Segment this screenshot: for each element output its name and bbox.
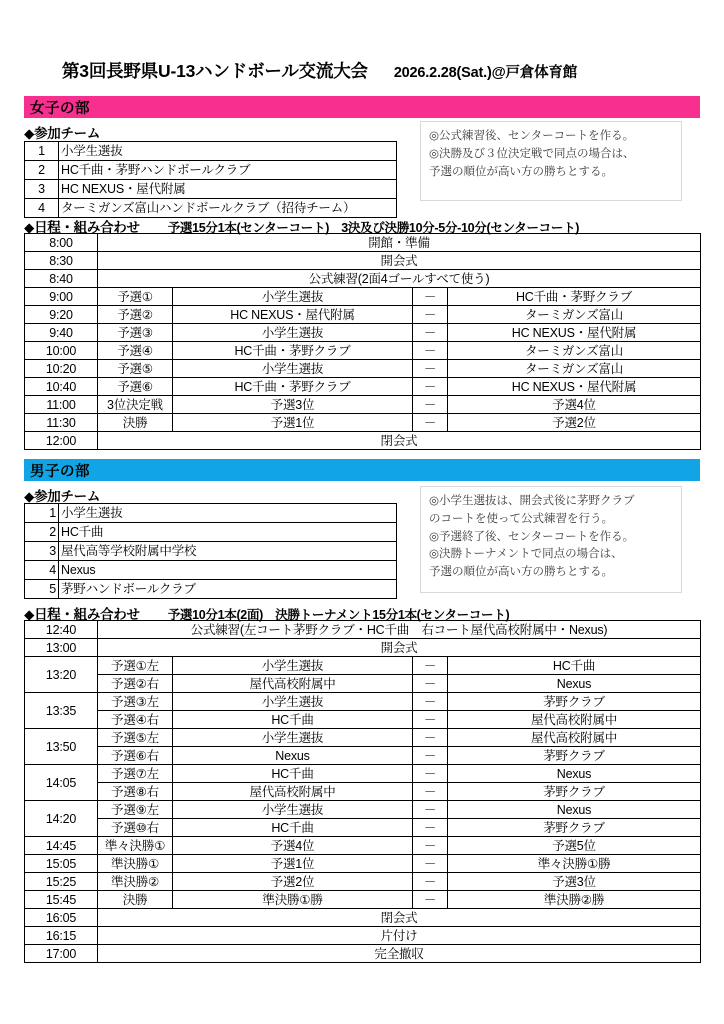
team-number: 1: [25, 504, 59, 523]
schedule-time: 9:00: [25, 288, 98, 306]
schedule-away-team: Nexus: [448, 675, 701, 693]
schedule-round: 予選③: [98, 324, 173, 342]
team-row: [25, 142, 397, 161]
schedule-time: 9:40: [25, 324, 98, 342]
men-schedule-rule-note: 予選10分1本(2面) 決勝トーナメント15分1本(センターコート): [167, 608, 510, 622]
team-name: 小学生選抜: [59, 142, 397, 161]
schedule-time: 11:30: [25, 414, 98, 432]
section-banner-men-label: 男子の部: [30, 463, 90, 480]
team-number: 1: [25, 142, 59, 161]
schedule-home-team: Nexus: [173, 747, 413, 765]
team-row: [25, 199, 397, 218]
schedule-home-team: 小学生選抜: [173, 693, 413, 711]
schedule-home-team: 屋代高校附属中: [173, 675, 413, 693]
schedule-row: [25, 765, 701, 783]
schedule-home-team: 小学生選抜: [173, 288, 413, 306]
men-schedule-heading-label: ◆日程・組み合わせ: [24, 607, 140, 622]
schedule-vs-dash: －: [413, 783, 448, 801]
schedule-event-text: 閉会式: [98, 909, 701, 927]
schedule-away-team: 準々決勝①勝: [448, 855, 701, 873]
schedule-time: 13:20: [25, 657, 98, 693]
schedule-row: [25, 639, 701, 657]
schedule-time: 13:00: [25, 639, 98, 657]
schedule-row: [25, 360, 701, 378]
schedule-home-team: 予選1位: [173, 855, 413, 873]
women-schedule-table: [24, 233, 701, 450]
section-banner-women-label: 女子の部: [30, 100, 90, 117]
team-name: ターミガンズ富山ハンドボールクラブ（招待チーム）: [59, 199, 397, 218]
schedule-row: [25, 693, 701, 711]
schedule-away-team: 予選3位: [448, 873, 701, 891]
schedule-vs-dash: －: [413, 711, 448, 729]
schedule-row: [25, 783, 701, 801]
schedule-row: [25, 621, 701, 639]
schedule-home-team: HC千曲: [173, 711, 413, 729]
schedule-home-team: 小学生選抜: [173, 729, 413, 747]
team-row: [25, 504, 397, 523]
schedule-event-text: 開会式: [98, 252, 701, 270]
schedule-time: 10:40: [25, 378, 98, 396]
schedule-round: 予選①: [98, 288, 173, 306]
schedule-home-team: HC千曲・茅野クラブ: [173, 378, 413, 396]
schedule-vs-dash: －: [413, 342, 448, 360]
schedule-row: [25, 945, 701, 963]
schedule-row: [25, 819, 701, 837]
schedule-row: [25, 252, 701, 270]
page-title: 第3回長野県U-13ハンドボール交流大会: [62, 61, 368, 81]
schedule-vs-dash: －: [413, 378, 448, 396]
schedule-time: 8:00: [25, 234, 98, 252]
schedule-time: 10:20: [25, 360, 98, 378]
schedule-time: 15:45: [25, 891, 98, 909]
men-teams-body: [25, 504, 397, 599]
schedule-vs-dash: －: [413, 324, 448, 342]
schedule-home-team: 予選1位: [173, 414, 413, 432]
schedule-vs-dash: －: [413, 288, 448, 306]
schedule-round: 決勝: [98, 891, 173, 909]
team-name: 小学生選抜: [59, 504, 397, 523]
team-number: 4: [25, 561, 59, 580]
schedule-row: [25, 306, 701, 324]
schedule-home-team: HC千曲: [173, 765, 413, 783]
schedule-home-team: 予選3位: [173, 396, 413, 414]
team-row: [25, 580, 397, 599]
schedule-round: 予選⑥右: [98, 747, 173, 765]
schedule-round: 予選②: [98, 306, 173, 324]
schedule-round: 3位決定戦: [98, 396, 173, 414]
schedule-time: 11:00: [25, 396, 98, 414]
note-line: 予選の順位が高い方の勝ちとする。: [429, 566, 613, 579]
schedule-away-team: ターミガンズ富山: [448, 360, 701, 378]
schedule-time: 10:00: [25, 342, 98, 360]
schedule-row: [25, 873, 701, 891]
schedule-round: 予選⑨左: [98, 801, 173, 819]
schedule-away-team: HC千曲・茅野クラブ: [448, 288, 701, 306]
schedule-row: [25, 801, 701, 819]
women-notes-box: [420, 121, 682, 201]
schedule-row: [25, 288, 701, 306]
schedule-vs-dash: －: [413, 729, 448, 747]
team-name: HC千曲・茅野ハンドボールクラブ: [59, 161, 397, 180]
note-line: 予選の順位が高い方の勝ちとする。: [429, 165, 613, 178]
schedule-round: 予選④: [98, 342, 173, 360]
schedule-away-team: Nexus: [448, 801, 701, 819]
schedule-vs-dash: －: [413, 360, 448, 378]
schedule-row: [25, 324, 701, 342]
note-line: ◎決勝トーナメントで同点の場合は、: [429, 548, 623, 561]
schedule-round: 予選⑥: [98, 378, 173, 396]
team-number: 5: [25, 580, 59, 599]
team-name: 屋代高等学校附属中学校: [59, 542, 397, 561]
team-name: HC千曲: [59, 523, 397, 542]
men-schedule-body: [25, 621, 701, 963]
team-row: [25, 161, 397, 180]
schedule-vs-dash: －: [413, 855, 448, 873]
women-schedule-heading-label: ◆日程・組み合わせ: [24, 220, 140, 235]
schedule-home-team: 準決勝①勝: [173, 891, 413, 909]
schedule-round: 予選⑤: [98, 360, 173, 378]
document-title-row: [0, 58, 724, 83]
schedule-time: 16:15: [25, 927, 98, 945]
schedule-time: 13:35: [25, 693, 98, 729]
schedule-row: [25, 711, 701, 729]
schedule-away-team: 予選5位: [448, 837, 701, 855]
note-line: ◎決勝及び３位決定戦で同点の場合は、: [429, 147, 635, 160]
schedule-row: [25, 378, 701, 396]
schedule-vs-dash: －: [413, 891, 448, 909]
schedule-away-team: ターミガンズ富山: [448, 342, 701, 360]
schedule-time: 15:05: [25, 855, 98, 873]
team-number: 3: [25, 542, 59, 561]
schedule-round: 予選④右: [98, 711, 173, 729]
note-line: のコートを使って公式練習を行う。: [429, 512, 613, 525]
team-name: HC NEXUS・屋代附属: [59, 180, 397, 199]
team-row: [25, 180, 397, 199]
team-name: 茅野ハンドボールクラブ: [59, 580, 397, 599]
schedule-event-text: 公式練習(左コート茅野クラブ・HC千曲 右コート屋代高校附属中・Nexus): [98, 621, 701, 639]
schedule-away-team: HC NEXUS・屋代附属: [448, 324, 701, 342]
men-teams-heading: ◆参加チーム: [24, 489, 101, 504]
schedule-event-text: 開館・準備: [98, 234, 701, 252]
schedule-round: 予選⑧右: [98, 783, 173, 801]
schedule-away-team: HC千曲: [448, 657, 701, 675]
schedule-time: 8:30: [25, 252, 98, 270]
schedule-vs-dash: －: [413, 657, 448, 675]
schedule-event-text: 開会式: [98, 639, 701, 657]
schedule-time: 13:50: [25, 729, 98, 765]
schedule-away-team: 茅野クラブ: [448, 819, 701, 837]
schedule-away-team: 屋代高校附属中: [448, 711, 701, 729]
schedule-time: 16:05: [25, 909, 98, 927]
schedule-away-team: 茅野クラブ: [448, 747, 701, 765]
schedule-home-team: 予選4位: [173, 837, 413, 855]
schedule-vs-dash: －: [413, 837, 448, 855]
schedule-away-team: 準決勝②勝: [448, 891, 701, 909]
schedule-home-team: 小学生選抜: [173, 657, 413, 675]
schedule-home-team: HC千曲・茅野クラブ: [173, 342, 413, 360]
schedule-time: 12:00: [25, 432, 98, 450]
team-number: 2: [25, 161, 59, 180]
schedule-event-text: 片付け: [98, 927, 701, 945]
schedule-vs-dash: －: [413, 765, 448, 783]
schedule-vs-dash: －: [413, 306, 448, 324]
note-line: ◎公式練習後、センターコートを作る。: [429, 130, 635, 142]
schedule-home-team: 屋代高校附属中: [173, 783, 413, 801]
schedule-round: 予選⑤左: [98, 729, 173, 747]
schedule-time: 17:00: [25, 945, 98, 963]
schedule-vs-dash: －: [413, 414, 448, 432]
schedule-row: [25, 855, 701, 873]
schedule-time: 14:05: [25, 765, 98, 801]
schedule-away-team: 予選4位: [448, 396, 701, 414]
schedule-round: 決勝: [98, 414, 173, 432]
schedule-row: [25, 909, 701, 927]
schedule-home-team: HC NEXUS・屋代附属: [173, 306, 413, 324]
schedule-round: 予選⑩右: [98, 819, 173, 837]
schedule-row: [25, 342, 701, 360]
schedule-row: [25, 432, 701, 450]
schedule-round: 予選⑦左: [98, 765, 173, 783]
section-banner-men: [24, 459, 700, 481]
schedule-vs-dash: －: [413, 675, 448, 693]
schedule-row: [25, 657, 701, 675]
schedule-away-team: HC NEXUS・屋代附属: [448, 378, 701, 396]
schedule-event-text: 公式練習(2面4ゴールすべて使う): [98, 270, 701, 288]
schedule-away-team: Nexus: [448, 765, 701, 783]
team-number: 4: [25, 199, 59, 218]
schedule-row: [25, 234, 701, 252]
schedule-away-team: 茅野クラブ: [448, 693, 701, 711]
schedule-event-text: 完全撤収: [98, 945, 701, 963]
schedule-away-team: 茅野クラブ: [448, 783, 701, 801]
women-schedule-body: [25, 234, 701, 450]
team-row: [25, 561, 397, 580]
schedule-round: 準決勝①: [98, 855, 173, 873]
schedule-home-team: 予選2位: [173, 873, 413, 891]
schedule-away-team: ターミガンズ富山: [448, 306, 701, 324]
schedule-home-team: 小学生選抜: [173, 801, 413, 819]
men-teams-table: [24, 503, 397, 599]
schedule-away-team: 予選2位: [448, 414, 701, 432]
schedule-vs-dash: －: [413, 819, 448, 837]
schedule-home-team: 小学生選抜: [173, 324, 413, 342]
schedule-time: 12:40: [25, 621, 98, 639]
men-notes-box: [420, 486, 682, 593]
team-name: Nexus: [59, 561, 397, 580]
schedule-row: [25, 396, 701, 414]
schedule-row: [25, 270, 701, 288]
schedule-away-team: 屋代高校附属中: [448, 729, 701, 747]
schedule-vs-dash: －: [413, 396, 448, 414]
schedule-row: [25, 891, 701, 909]
schedule-vs-dash: －: [413, 801, 448, 819]
schedule-row: [25, 675, 701, 693]
women-schedule-rule-note: 予選15分1本(センターコート) 3決及び決勝10分-5分-10分(センターコート): [167, 221, 580, 235]
women-teams-body: [25, 142, 397, 218]
schedule-time: 8:40: [25, 270, 98, 288]
schedule-vs-dash: －: [413, 873, 448, 891]
women-teams-table: [24, 141, 397, 218]
women-teams-heading: ◆参加チーム: [24, 126, 101, 141]
schedule-row: [25, 837, 701, 855]
schedule-time: 14:45: [25, 837, 98, 855]
team-number: 3: [25, 180, 59, 199]
schedule-time: 14:20: [25, 801, 98, 837]
schedule-event-text: 閉会式: [98, 432, 701, 450]
schedule-home-team: HC千曲: [173, 819, 413, 837]
event-date-venue: 2026.2.28(Sat.)@戸倉体育館: [393, 65, 578, 81]
schedule-row: [25, 927, 701, 945]
schedule-round: 予選③左: [98, 693, 173, 711]
section-banner-women: [24, 96, 700, 118]
schedule-home-team: 小学生選抜: [173, 360, 413, 378]
schedule-round: 予選②右: [98, 675, 173, 693]
schedule-vs-dash: －: [413, 747, 448, 765]
team-row: [25, 542, 397, 561]
schedule-row: [25, 414, 701, 432]
schedule-row: [25, 747, 701, 765]
team-row: [25, 523, 397, 542]
note-line: ◎予選終了後、センターコートを作る。: [429, 530, 635, 543]
schedule-time: 9:20: [25, 306, 98, 324]
schedule-round: 予選①左: [98, 657, 173, 675]
schedule-vs-dash: －: [413, 693, 448, 711]
schedule-round: 準決勝②: [98, 873, 173, 891]
schedule-time: 15:25: [25, 873, 98, 891]
team-number: 2: [25, 523, 59, 542]
schedule-round: 準々決勝①: [98, 837, 173, 855]
schedule-row: [25, 729, 701, 747]
note-line: ◎小学生選抜は、開会式後に茅野クラブ: [429, 495, 635, 507]
men-schedule-table: [24, 620, 701, 963]
